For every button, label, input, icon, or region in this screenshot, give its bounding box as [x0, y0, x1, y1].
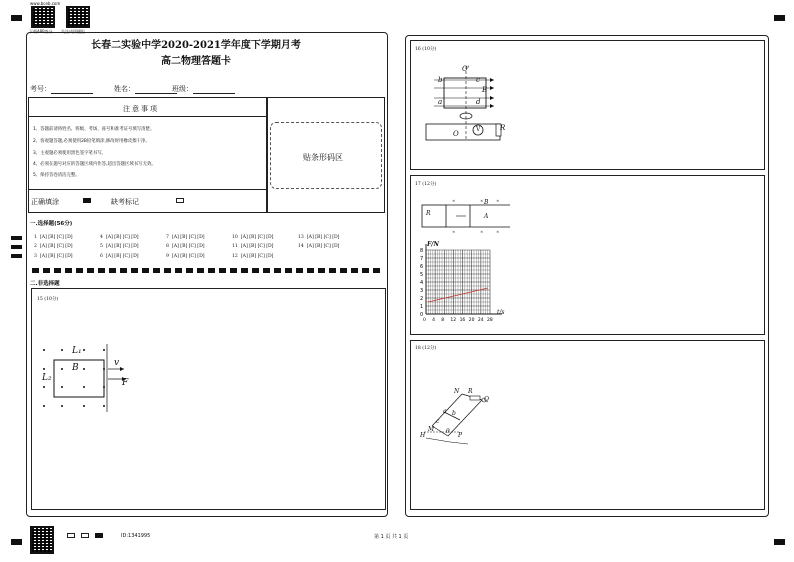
separator-bar — [32, 268, 382, 273]
x-tick-label: 12 — [450, 318, 457, 323]
svg-text:×: × — [496, 229, 500, 233]
q16-label-c: c — [476, 76, 480, 84]
q17-label-B: B — [484, 199, 489, 206]
site-text: www.bceb.com — [30, 1, 61, 6]
q15-heading: 15 (10分) — [37, 297, 59, 302]
q17-graph — [412, 240, 508, 332]
question-number: 7 — [166, 235, 169, 240]
question-number: 12 — [232, 254, 238, 259]
exam-number-field[interactable]: 考号： — [30, 84, 93, 94]
x-tick-label: 20 — [468, 318, 475, 323]
choice-question-6[interactable] — [100, 254, 139, 259]
choice-options[interactable]: [A] [B] [C] [D] — [240, 235, 274, 240]
choice-options[interactable]: [A] [B] [C] [D] — [105, 235, 139, 240]
timing-mark — [11, 236, 22, 240]
q16-label-O: O — [453, 130, 459, 138]
choice-question-11[interactable] — [232, 244, 273, 249]
question-number: 9 — [166, 254, 169, 259]
question-number: 13 — [298, 235, 304, 240]
q15-label-L1: L₁ — [72, 346, 82, 356]
q15-label-L2: L₂ — [42, 373, 52, 383]
choice-options[interactable]: [A] [B] [C] [D] — [171, 254, 205, 259]
choice-question-3[interactable] — [34, 254, 73, 259]
footer-page: 第 1 页 共 1 页 — [374, 534, 409, 540]
choice-options[interactable]: [A] [B] [C] [D] — [306, 244, 340, 249]
svg-text:×: × — [480, 229, 484, 233]
notice-item: 1、答题前请将姓名、班级、考场、座号和准考证号填写清楚。 — [33, 127, 155, 132]
choice-options[interactable]: [A] [B] [C] [D] — [39, 244, 73, 249]
y-tick-label: 3 — [420, 288, 424, 294]
svg-text:×: × — [480, 198, 484, 203]
y-tick-label: 2 — [420, 296, 424, 302]
q17-label-A: A — [484, 213, 489, 220]
question-number: 14 — [298, 244, 304, 249]
footer-box-filled — [95, 533, 103, 538]
choice-question-10[interactable] — [232, 235, 273, 240]
footer-box — [67, 533, 75, 538]
section-choice-title: 一.选择题(56分) — [30, 221, 73, 227]
correct-fill-sample — [83, 198, 91, 203]
y-tick-label: 4 — [420, 280, 424, 286]
x-tick-label: 8 — [441, 318, 445, 323]
notice-item: 2、客观题答题,必须使用2B铅笔填涂,修改时用橡皮擦干净。 — [33, 139, 150, 144]
question-number: 8 — [166, 244, 169, 249]
notice-item: 4、必须在题号对应的答题区域内作答,超出答题区域书写无效。 — [33, 162, 156, 167]
y-tick-label: 5 — [420, 272, 424, 278]
y-tick-label: 6 — [420, 264, 424, 270]
question-number: 1 — [34, 235, 37, 240]
q17-circuit — [420, 197, 512, 233]
q18-figure — [420, 386, 494, 446]
exam-title: 长春二实验中学2020-2021学年度下学期月考 — [91, 40, 301, 51]
exam-subtitle: 高二物理答题卡 — [161, 56, 231, 67]
x-tick-label: 16 — [459, 318, 466, 323]
q16-label-O-prime: O' — [462, 65, 470, 73]
choice-options[interactable]: [A] [B] [C] [D] — [39, 254, 73, 259]
notice-item: 5、保持答卷清洁完整。 — [33, 173, 80, 178]
y-tick-label: 0 — [420, 312, 424, 318]
choice-question-9[interactable] — [166, 254, 205, 259]
x-tick-label: 4 — [432, 318, 436, 323]
q18-label-a: a — [443, 408, 447, 415]
q16-label-V: V — [476, 126, 481, 133]
q16-label-b: b — [438, 76, 443, 84]
question-number: 11 — [232, 244, 238, 249]
question-number: 5 — [100, 244, 103, 249]
question-number: 2 — [34, 244, 37, 249]
question-number: 10 — [232, 235, 238, 240]
choice-options[interactable]: [A] [B] [C] [D] — [105, 254, 139, 259]
q17-label-R: R — [426, 210, 431, 217]
x-tick-label: 24 — [477, 318, 484, 323]
notice-title: 注意事项 — [123, 105, 159, 113]
choice-options[interactable]: [A] [B] [C] [D] — [240, 254, 274, 259]
question-number: 4 — [100, 235, 103, 240]
footer-box — [81, 533, 89, 538]
q18-heading: 18 (12分) — [415, 346, 437, 351]
choice-question-14[interactable] — [298, 244, 339, 249]
qr-code-download-app — [31, 6, 55, 28]
registration-mark — [11, 15, 22, 21]
q18-label-N: N — [454, 388, 460, 395]
q16-label-B: B — [482, 86, 488, 94]
choice-question-5[interactable] — [100, 244, 139, 249]
absent-mark-label: 缺考标记 — [111, 198, 139, 206]
registration-mark — [774, 539, 785, 545]
choice-question-7[interactable] — [166, 235, 205, 240]
origin-label: 0 — [423, 318, 426, 323]
choice-options[interactable]: [A] [B] [C] [D] — [171, 235, 205, 240]
choice-question-12[interactable] — [232, 254, 273, 259]
q16-heading: 16 (10分) — [415, 47, 437, 52]
q18-label-b: b — [452, 410, 456, 417]
q17-heading: 17 (12分) — [415, 182, 437, 187]
footer-qr-code — [30, 526, 54, 554]
registration-mark — [774, 15, 785, 21]
choice-options[interactable]: [A] [B] [C] [D] — [171, 244, 205, 249]
qr-caption-follow: 关注成绩播报 — [61, 29, 85, 34]
choice-options[interactable]: [A] [B] [C] [D] — [39, 235, 73, 240]
name-field[interactable]: 姓名： — [114, 84, 177, 94]
notice-divider — [28, 116, 267, 117]
choice-options[interactable]: [A] [B] [C] [D] — [105, 244, 139, 249]
q18-label-M: M — [428, 426, 435, 433]
timing-mark — [11, 254, 22, 258]
q15-label-v: v — [114, 358, 120, 368]
y-tick-label: 1 — [420, 304, 424, 310]
class-field[interactable]: 班级： — [172, 84, 235, 94]
q18-label-P: P — [458, 432, 463, 439]
qr-caption-download: 下载APP查分 — [29, 29, 53, 34]
registration-mark — [11, 539, 22, 545]
q18-label-theta: θ — [446, 428, 450, 435]
q15-label-F: F — [122, 378, 129, 388]
svg-text:×: × — [452, 198, 456, 203]
y-tick-label: 7 — [420, 256, 424, 262]
q17-graph-xlabel: t/s — [497, 309, 505, 316]
choice-question-13[interactable] — [298, 235, 339, 240]
q18-label-R: R — [468, 388, 473, 395]
correct-fill-label: 正确填涂 — [31, 198, 59, 206]
notice-item: 3、主观题必须使用黑色签字笔书写。 — [33, 151, 107, 156]
choice-question-4[interactable] — [100, 235, 139, 240]
choice-question-8[interactable] — [166, 244, 205, 249]
notice-divider — [28, 189, 267, 190]
x-tick-label: 28 — [487, 318, 493, 323]
svg-text:×: × — [452, 229, 456, 233]
question-number: 3 — [34, 254, 37, 259]
choice-options[interactable]: [A] [B] [C] [D] — [240, 244, 274, 249]
q15-label-B: B — [72, 363, 79, 373]
section-subjective-title: 二.非选择题 — [30, 281, 60, 287]
q18-label-H: H — [420, 432, 426, 439]
q16-label-d: d — [476, 98, 481, 106]
q15-figure — [40, 342, 140, 412]
timing-mark — [11, 245, 22, 249]
choice-options[interactable]: [A] [B] [C] [D] — [306, 235, 340, 240]
q18-label-Q: Q — [484, 396, 489, 403]
q17-graph-ylabel: F/N — [427, 241, 439, 248]
y-tick-label: 8 — [420, 248, 424, 254]
svg-text:×: × — [496, 198, 500, 203]
q18-label-c: c — [436, 418, 440, 425]
barcode-label: 贴条形码区 — [303, 153, 343, 162]
qr-code-follow — [66, 6, 90, 28]
choice-question-2[interactable] — [34, 244, 73, 249]
absent-mark-box[interactable] — [176, 198, 184, 203]
q16-label-a: a — [438, 98, 443, 106]
footer-id: ID:1341995 — [121, 533, 151, 539]
q16-label-R: R — [500, 124, 506, 132]
choice-question-1[interactable] — [34, 235, 73, 240]
question-number: 6 — [100, 254, 103, 259]
